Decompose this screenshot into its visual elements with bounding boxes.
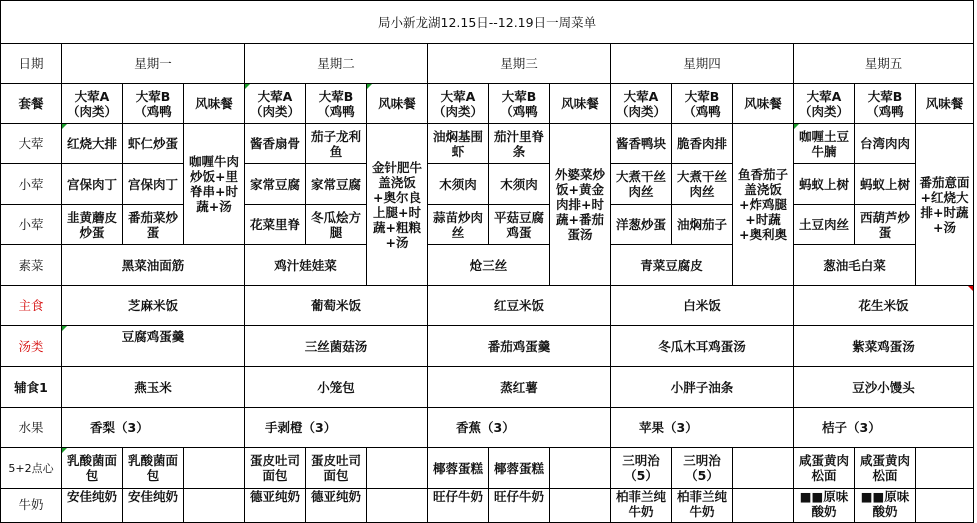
mon-big-b: 虾仁炒蛋 [123, 124, 184, 164]
mon-flavor-meal: 咖喱牛肉炒饭+里脊串+时蔬+汤 [184, 124, 245, 245]
mon-snack-a: 乳酸菌面包 [62, 448, 123, 489]
thu-fruit: 苹果（3） [611, 408, 794, 448]
fri-vegetable: 葱油毛白菜 [794, 245, 916, 286]
set-header-flavor: 风味餐 [916, 84, 974, 124]
day-header-tue: 星期二 [245, 44, 428, 84]
mon-vegetable: 黑菜油面筋 [62, 245, 245, 286]
mon-fruit: 香梨（3） [62, 408, 245, 448]
thu-soup: 冬瓜木耳鸡蛋汤 [611, 326, 794, 367]
tue-vegetable: 鸡汁娃娃菜 [245, 245, 367, 286]
menu-title: 局小新龙湖12.15日--12.19日一周菜单 [1, 1, 974, 44]
wed-soup: 番茄鸡蛋羹 [428, 326, 611, 367]
set-header-b: 大荤B （鸡鸭 [672, 84, 733, 124]
tue-staple: 葡萄米饭 [245, 286, 428, 326]
wed-fruit: 香蕉（3） [428, 408, 611, 448]
thu-snack-a: 三明治（5） [611, 448, 672, 489]
mon-snack-b: 乳酸菌面包 [123, 448, 184, 489]
fri-big-b: 台湾肉肉 [855, 124, 916, 164]
set-header-b: 大荤B （鸡鸭 [306, 84, 367, 124]
set-header-a: 大荤A （肉类） [62, 84, 123, 124]
wed-small1-b: 木须肉 [489, 164, 550, 205]
mon-milk-empty [184, 489, 245, 523]
fri-milk-a: ■■原味酸奶 [794, 489, 855, 523]
fri-snack-empty [916, 448, 974, 489]
set-header-flavor: 风味餐 [184, 84, 245, 124]
mon-small2-b: 番茄菜炒蛋 [123, 205, 184, 245]
fri-milk-empty [916, 489, 974, 523]
tue-flavor-meal: 金针肥牛盖浇饭+奥尔良上腿+时蔬+粗粮+汤 [367, 124, 428, 286]
day-header-thu: 星期四 [611, 44, 794, 84]
thu-snack-b: 三明治（5） [672, 448, 733, 489]
set-header-b: 大荤B （鸡鸭 [855, 84, 916, 124]
mon-milk-a: 安佳纯奶 [62, 489, 123, 523]
row-label-date: 日期 [1, 44, 62, 84]
set-header-flavor: 风味餐 [733, 84, 794, 124]
set-header-a: 大荤A （肉类） [245, 84, 306, 124]
thu-milk-b: 柏菲兰纯牛奶 [672, 489, 733, 523]
tue-small1-b: 家常豆腐 [306, 164, 367, 205]
tue-side-dish: 小笼包 [245, 367, 428, 408]
wed-milk-a: 旺仔牛奶 [428, 489, 489, 523]
mon-small1-b: 宫保肉丁 [123, 164, 184, 205]
fri-small1-a: 蚂蚁上树 [794, 164, 855, 205]
fri-snack-b: 咸蛋黄肉松面 [855, 448, 916, 489]
mon-side-dish: 燕玉米 [62, 367, 245, 408]
row-label-small-meat-1: 小荤 [1, 164, 62, 205]
fri-staple: 花生米饭 [794, 286, 974, 326]
tue-big-b: 茄子龙利鱼 [306, 124, 367, 164]
fri-big-a: 咖喱土豆牛腩 [794, 124, 855, 164]
row-label-soup: 汤类 [1, 326, 62, 367]
row-label-small-meat-2: 小荤 [1, 205, 62, 245]
tue-small2-b: 冬瓜烩方腿 [306, 205, 367, 245]
tue-fruit: 手剥橙（3） [245, 408, 428, 448]
wed-milk-empty [550, 489, 611, 523]
wed-big-a: 油焖基围虾 [428, 124, 489, 164]
set-header-a: 大荤A （肉类） [428, 84, 489, 124]
thu-small1-b: 大煮干丝肉丝 [672, 164, 733, 205]
day-header-wed: 星期三 [428, 44, 611, 84]
thu-milk-a: 柏菲兰纯牛奶 [611, 489, 672, 523]
wed-snack-empty [550, 448, 611, 489]
wed-small2-b: 平菇豆腐鸡蛋 [489, 205, 550, 245]
thu-flavor-meal: 鱼香茄子盖浇饭+炸鸡腿+时蔬+奥利奥 [733, 124, 794, 286]
wed-small1-a: 木须肉 [428, 164, 489, 205]
wed-staple: 红豆米饭 [428, 286, 611, 326]
row-label-snack: 5+2点心 [1, 448, 62, 489]
thu-small1-a: 大煮干丝肉丝 [611, 164, 672, 205]
row-label-milk: 牛奶 [1, 489, 62, 523]
set-header-a: 大荤A （肉类） [794, 84, 855, 124]
day-header-mon: 星期一 [62, 44, 245, 84]
mon-staple: 芝麻米饭 [62, 286, 245, 326]
row-label-staple: 主食 [1, 286, 62, 326]
set-header-flavor: 风味餐 [367, 84, 428, 124]
fri-milk-b: ■■原味酸奶 [855, 489, 916, 523]
fri-soup: 紫菜鸡蛋汤 [794, 326, 974, 367]
wed-vegetable: 炝三丝 [428, 245, 550, 286]
mon-big-a: 红烧大排 [62, 124, 123, 164]
row-label-vegetable: 素菜 [1, 245, 62, 286]
row-label-fruit: 水果 [1, 408, 62, 448]
row-label-side-dish: 辅食1 [1, 367, 62, 408]
fri-side-dish: 豆沙小馒头 [794, 367, 974, 408]
tue-small2-a: 花菜里脊 [245, 205, 306, 245]
fri-small1-b: 蚂蚁上树 [855, 164, 916, 205]
fri-flavor-meal: 番茄意面+红烧大排+时蔬+汤 [916, 124, 974, 286]
wed-snack-b: 椰蓉蛋糕 [489, 448, 550, 489]
thu-snack-empty [733, 448, 794, 489]
tue-snack-a: 蛋皮吐司面包 [245, 448, 306, 489]
mon-small1-a: 宫保肉丁 [62, 164, 123, 205]
fri-small2-b: 西葫芦炒蛋 [855, 205, 916, 245]
tue-milk-a: 德亚纯奶 [245, 489, 306, 523]
fri-fruit: 桔子（3） [794, 408, 974, 448]
row-label-big-meat: 大荤 [1, 124, 62, 164]
mon-snack-empty [184, 448, 245, 489]
thu-milk-empty [733, 489, 794, 523]
thu-small2-a: 洋葱炒蛋 [611, 205, 672, 245]
row-label-set: 套餐 [1, 84, 62, 124]
tue-soup: 三丝菌菇汤 [245, 326, 428, 367]
day-header-fri: 星期五 [794, 44, 974, 84]
mon-small2-a: 韭黄蘑皮炒蛋 [62, 205, 123, 245]
thu-side-dish: 小胖子油条 [611, 367, 794, 408]
set-header-b: 大荤B （鸡鸭 [489, 84, 550, 124]
mon-soup: 豆腐鸡蛋羹 [62, 326, 245, 367]
thu-staple: 白米饭 [611, 286, 794, 326]
wed-side-dish: 蒸红薯 [428, 367, 611, 408]
fri-snack-a: 咸蛋黄肉松面 [794, 448, 855, 489]
set-header-b: 大荤B （鸡鸭 [123, 84, 184, 124]
tue-small1-a: 家常豆腐 [245, 164, 306, 205]
wed-milk-b: 旺仔牛奶 [489, 489, 550, 523]
mon-milk-b: 安佳纯奶 [123, 489, 184, 523]
tue-big-a: 酱香扇骨 [245, 124, 306, 164]
wed-flavor-meal: 外婆菜炒饭+黄金肉排+时蔬+番茄蛋汤 [550, 124, 611, 286]
set-header-a: 大荤A （肉类） [611, 84, 672, 124]
thu-vegetable: 青菜豆腐皮 [611, 245, 733, 286]
tue-snack-b: 蛋皮吐司面包 [306, 448, 367, 489]
tue-snack-empty [367, 448, 428, 489]
thu-small2-b: 油焖茄子 [672, 205, 733, 245]
wed-big-b: 茄汁里脊条 [489, 124, 550, 164]
fri-small2-a: 土豆肉丝 [794, 205, 855, 245]
wed-small2-a: 蒜苗炒肉丝 [428, 205, 489, 245]
wed-snack-a: 椰蓉蛋糕 [428, 448, 489, 489]
tue-milk-b: 德亚纯奶 [306, 489, 367, 523]
tue-milk-empty [367, 489, 428, 523]
thu-big-b: 脆香肉排 [672, 124, 733, 164]
set-header-flavor: 风味餐 [550, 84, 611, 124]
thu-big-a: 酱香鸭块 [611, 124, 672, 164]
